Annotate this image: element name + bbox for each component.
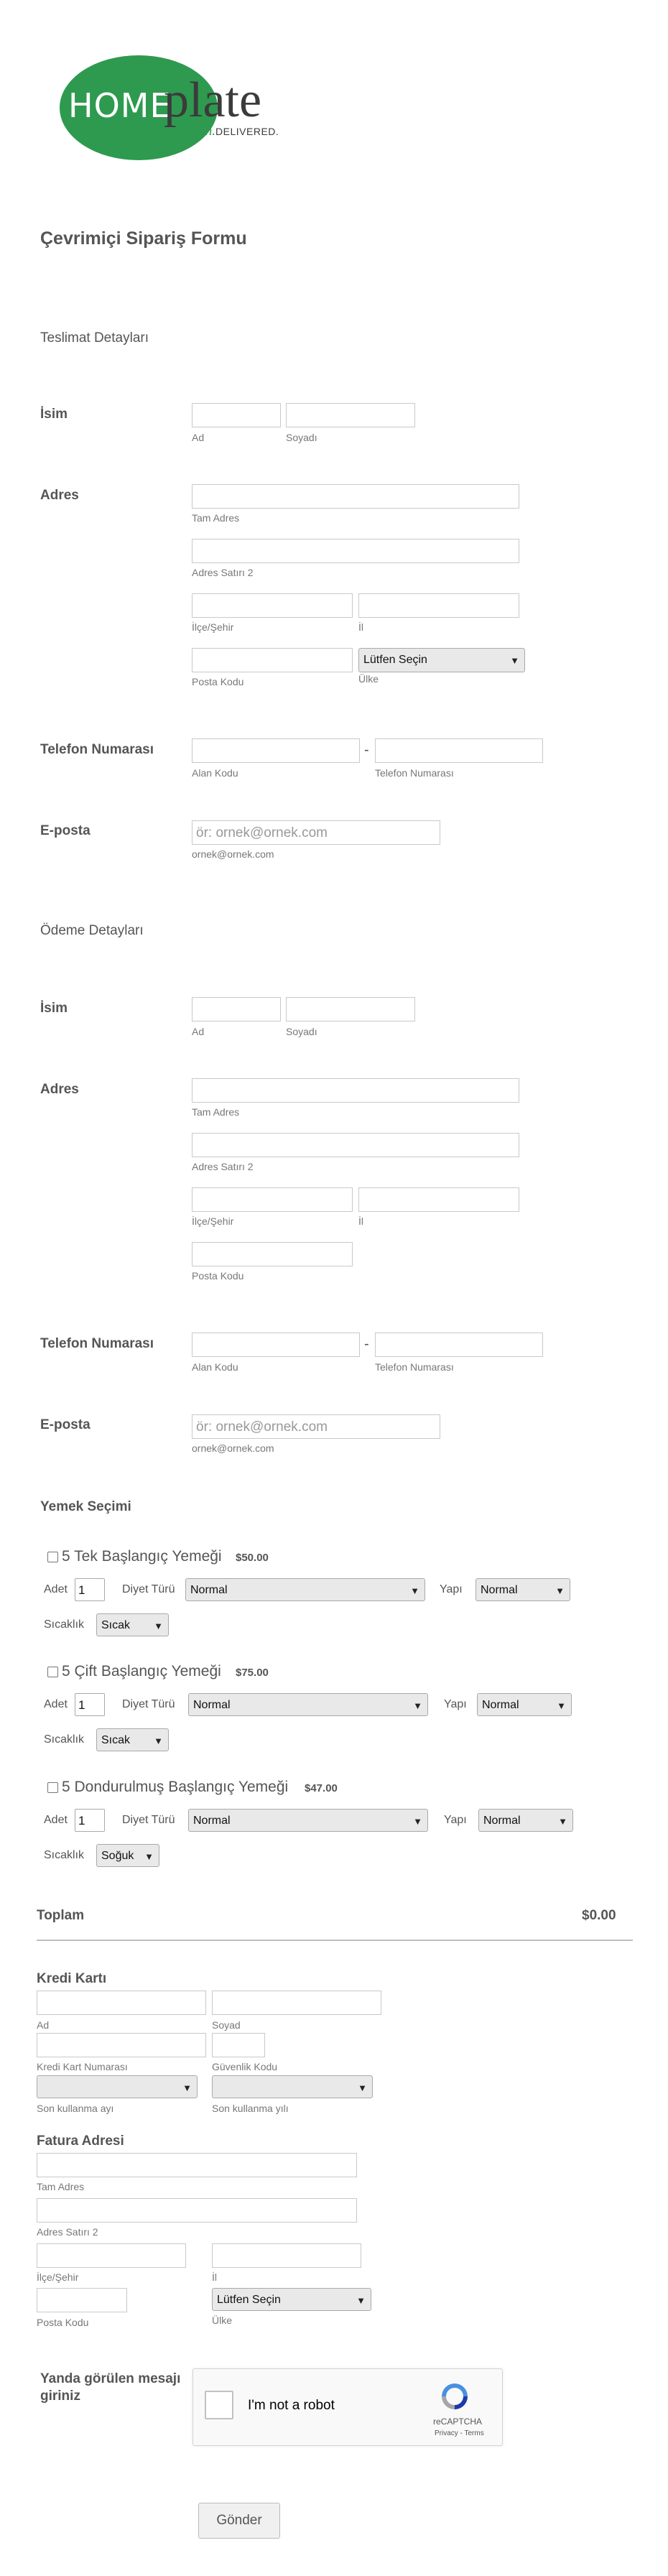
- phone-dash: -: [364, 742, 369, 758]
- meal-3-temp-select[interactable]: [96, 1844, 159, 1867]
- billing-area-code-input[interactable]: [192, 1333, 360, 1357]
- billing-city-input[interactable]: [192, 1187, 353, 1212]
- chevron-down-icon: ▼: [558, 1816, 567, 1827]
- cc-exp-year-select[interactable]: [212, 2075, 373, 2098]
- total-value: $0.00: [582, 1908, 616, 1923]
- cc-number-input[interactable]: [37, 2033, 206, 2057]
- meal-3-diet-value: Normal: [193, 1815, 231, 1827]
- invoice-country-select[interactable]: [212, 2288, 371, 2311]
- invoice-street2-sublabel: Adres Satırı 2: [37, 2226, 98, 2238]
- meal-3-temp-label: Sıcaklık: [44, 1849, 85, 1861]
- chevron-down-icon: ▼: [510, 655, 519, 666]
- delivery-area-code-sublabel: Alan Kodu: [192, 767, 238, 779]
- cc-exp-year-sublabel: Son kullanma yılı: [212, 2103, 289, 2114]
- logo-plate-text: plate: [164, 73, 262, 128]
- meal-1-checkbox[interactable]: [47, 1552, 58, 1562]
- meal-2-make-label: Yapı: [444, 1698, 467, 1710]
- delivery-phone-label: Telefon Numarası: [40, 742, 154, 757]
- delivery-street2-sublabel: Adres Satırı 2: [192, 567, 254, 578]
- logo-fresh-text: fresh.: [185, 124, 216, 139]
- meal-3-price: $47.00: [305, 1782, 338, 1794]
- meal-1-diet-select[interactable]: [185, 1578, 425, 1601]
- chevron-down-icon: ▼: [413, 1700, 422, 1711]
- billing-street-input[interactable]: [192, 1078, 519, 1103]
- delivery-country-select[interactable]: [358, 648, 525, 672]
- billing-first-name-sublabel: Ad: [192, 1026, 205, 1037]
- chevron-down-icon: ▼: [154, 1621, 163, 1631]
- meal-2-price: $75.00: [236, 1667, 269, 1679]
- captcha-label: Yanda görülen mesajı giriniz: [40, 2371, 181, 2404]
- invoice-address-title: Fatura Adresi: [37, 2133, 124, 2149]
- billing-street-sublabel: Tam Adres: [192, 1106, 240, 1118]
- billing-street2-input[interactable]: [192, 1133, 519, 1157]
- billing-zip-input[interactable]: [192, 1242, 353, 1266]
- invoice-country-sublabel: Ülke: [212, 2315, 233, 2326]
- billing-address-label: Adres: [40, 1082, 79, 1097]
- delivery-city-input[interactable]: [192, 593, 353, 618]
- meal-3-diet-select[interactable]: [188, 1809, 428, 1832]
- billing-state-sublabel: İl: [358, 1215, 363, 1227]
- chevron-down-icon: ▼: [557, 1700, 566, 1711]
- billing-last-name-sublabel: Soyadı: [286, 1026, 317, 1037]
- phone-dash: -: [364, 1336, 369, 1352]
- meal-2-temp-value: Sıcak: [101, 1734, 131, 1746]
- recaptcha-text: I'm not a robot: [248, 2398, 335, 2413]
- meal-2-qty-input[interactable]: 1: [75, 1693, 105, 1716]
- meal-2-make-select[interactable]: [477, 1693, 572, 1716]
- cc-first-name-sublabel: Ad: [37, 2019, 50, 2031]
- billing-email-input[interactable]: ör: ornek@ornek.com: [192, 1414, 440, 1439]
- meal-3-make-label: Yapı: [444, 1814, 467, 1826]
- chevron-down-icon: ▼: [356, 2295, 366, 2306]
- delivery-street-input[interactable]: [192, 484, 519, 509]
- billing-city-sublabel: İlçe/Şehir: [192, 1215, 234, 1227]
- invoice-city-input[interactable]: [37, 2243, 186, 2268]
- cc-first-name-input[interactable]: [37, 1991, 206, 2015]
- meal-3-make-value: Normal: [483, 1815, 521, 1827]
- delivery-state-sublabel: İl: [358, 621, 363, 633]
- meal-1-make-value: Normal: [481, 1584, 518, 1596]
- invoice-street-sublabel: Tam Adres: [37, 2181, 85, 2192]
- cc-last-name-input[interactable]: [212, 1991, 381, 2015]
- billing-name-label: İsim: [40, 1001, 68, 1016]
- delivery-area-code-input[interactable]: [192, 738, 360, 763]
- meal-2-diet-label: Diyet Türü: [122, 1698, 175, 1710]
- chevron-down-icon: ▼: [413, 1816, 422, 1827]
- delivery-city-sublabel: İlçe/Şehir: [192, 621, 234, 633]
- meal-1-make-select[interactable]: [476, 1578, 570, 1601]
- chevron-down-icon: ▼: [555, 1585, 565, 1596]
- delivery-name-label: İsim: [40, 407, 68, 422]
- meal-3-temp-value: Soğuk: [101, 1850, 134, 1862]
- meal-2-qty-label: Adet: [44, 1698, 68, 1710]
- cc-exp-month-select[interactable]: [37, 2075, 198, 2098]
- meal-2-diet-select[interactable]: [188, 1693, 428, 1716]
- cc-exp-month-sublabel: Son kullanma ayı: [37, 2103, 114, 2114]
- invoice-state-input[interactable]: [212, 2243, 361, 2268]
- recaptcha-links[interactable]: Privacy - Terms: [435, 2429, 484, 2437]
- submit-button[interactable]: Gönder: [198, 2503, 280, 2539]
- meal-1-price: $50.00: [236, 1552, 269, 1564]
- invoice-state-sublabel: İl: [212, 2271, 217, 2283]
- billing-email-label: E-posta: [40, 1417, 91, 1432]
- delivery-country-value: Lütfen Seçin: [363, 654, 427, 666]
- invoice-zip-sublabel: Posta Kodu: [37, 2317, 89, 2328]
- chevron-down-icon: ▼: [182, 2082, 192, 2093]
- total-label: Toplam: [37, 1908, 85, 1923]
- billing-phone-sublabel: Telefon Numarası: [375, 1361, 454, 1373]
- meal-3-diet-label: Diyet Türü: [122, 1814, 175, 1826]
- logo-tagline: [185, 124, 279, 139]
- logo-home-text: HOME: [68, 86, 172, 125]
- delivery-last-name-sublabel: Soyadı: [286, 432, 317, 443]
- delivery-first-name-sublabel: Ad: [192, 432, 205, 443]
- meal-1-temp-value: Sıcak: [101, 1619, 131, 1631]
- logo-delivered-text: DELIVERED.: [215, 126, 279, 137]
- meal-3-name: 5 Dondurulmuş Başlangıç Yemeği: [62, 1779, 289, 1795]
- delivery-email-input[interactable]: ör: ornek@ornek.com: [192, 820, 440, 845]
- billing-first-name-input[interactable]: [192, 997, 281, 1021]
- delivery-zip-sublabel: Posta Kodu: [192, 676, 244, 687]
- delivery-state-input[interactable]: [358, 593, 519, 618]
- invoice-street2-input[interactable]: [37, 2198, 357, 2223]
- delivery-email-label: E-posta: [40, 823, 91, 838]
- delivery-street-sublabel: Tam Adres: [192, 512, 240, 524]
- cc-cvv-input[interactable]: [212, 2033, 265, 2057]
- meal-3-make-select[interactable]: [478, 1809, 573, 1832]
- meal-1-name: 5 Tek Başlangıç Yemeği: [62, 1548, 222, 1565]
- recaptcha-logo-icon: [439, 2381, 470, 2412]
- meal-3-qty-input[interactable]: 1: [75, 1809, 105, 1832]
- delivery-address-label: Adres: [40, 488, 79, 503]
- delivery-phone-input[interactable]: [375, 738, 543, 763]
- meal-3-checkbox[interactable]: [47, 1782, 58, 1793]
- billing-phone-input[interactable]: [375, 1333, 543, 1357]
- chevron-down-icon: ▼: [154, 1736, 163, 1746]
- billing-zip-sublabel: Posta Kodu: [192, 1270, 244, 1282]
- delivery-last-name-input[interactable]: [286, 403, 415, 427]
- delivery-country-sublabel: Ülke: [358, 673, 379, 685]
- credit-card-title: Kredi Kartı: [37, 1971, 107, 1986]
- invoice-country-value: Lütfen Seçin: [217, 2294, 281, 2306]
- meal-2-checkbox[interactable]: [47, 1667, 58, 1677]
- delivery-email-sublabel: ornek@ornek.com: [192, 848, 274, 860]
- chevron-down-icon: ▼: [358, 2082, 367, 2093]
- recaptcha-checkbox[interactable]: [205, 2391, 233, 2419]
- meal-2-temp-select[interactable]: [96, 1728, 169, 1751]
- meal-2-temp-label: Sıcaklık: [44, 1733, 85, 1746]
- cc-number-sublabel: Kredi Kart Numarası: [37, 2061, 128, 2072]
- meal-1-qty-input[interactable]: 1: [75, 1578, 105, 1601]
- billing-phone-label: Telefon Numarası: [40, 1336, 154, 1351]
- total-divider: [37, 1940, 633, 1941]
- meal-1-make-label: Yapı: [440, 1583, 463, 1595]
- recaptcha-brand: reCAPTCHA: [433, 2417, 483, 2427]
- cc-cvv-sublabel: Güvenlik Kodu: [212, 2061, 278, 2072]
- billing-state-input[interactable]: [358, 1187, 519, 1212]
- billing-last-name-input[interactable]: [286, 997, 415, 1021]
- meal-2-name: 5 Çift Başlangıç Yemeği: [62, 1663, 221, 1680]
- delivery-zip-input[interactable]: [192, 648, 353, 672]
- form-title: Çevrimiçi Sipariş Formu: [40, 228, 247, 249]
- chevron-down-icon: ▼: [144, 1851, 154, 1862]
- billing-section-title: Ödeme Detayları: [40, 923, 144, 938]
- meal-1-qty-label: Adet: [44, 1583, 68, 1595]
- invoice-zip-input[interactable]: [37, 2288, 127, 2312]
- meal-2-make-value: Normal: [482, 1699, 519, 1711]
- delivery-phone-sublabel: Telefon Numarası: [375, 767, 454, 779]
- meal-3-qty-label: Adet: [44, 1814, 68, 1826]
- meal-1-temp-label: Sıcaklık: [44, 1618, 85, 1631]
- meal-1-diet-label: Diyet Türü: [122, 1583, 175, 1595]
- recaptcha-widget: [192, 2368, 503, 2446]
- invoice-city-sublabel: İlçe/Şehir: [37, 2271, 79, 2283]
- delivery-street2-input[interactable]: [192, 539, 519, 563]
- meal-2-diet-value: Normal: [193, 1699, 231, 1711]
- meal-1-diet-value: Normal: [190, 1584, 228, 1596]
- delivery-first-name-input[interactable]: [192, 403, 281, 427]
- billing-email-sublabel: ornek@ornek.com: [192, 1442, 274, 1454]
- meal-1-temp-select[interactable]: [96, 1613, 169, 1636]
- meal-selection-title: Yemek Seçimi: [40, 1499, 131, 1514]
- delivery-section-title: Teslimat Detayları: [40, 330, 149, 346]
- chevron-down-icon: ▼: [410, 1585, 419, 1596]
- cc-last-name-sublabel: Soyad: [212, 2019, 241, 2031]
- invoice-street-input[interactable]: [37, 2153, 357, 2177]
- billing-area-code-sublabel: Alan Kodu: [192, 1361, 238, 1373]
- billing-street2-sublabel: Adres Satırı 2: [192, 1161, 254, 1172]
